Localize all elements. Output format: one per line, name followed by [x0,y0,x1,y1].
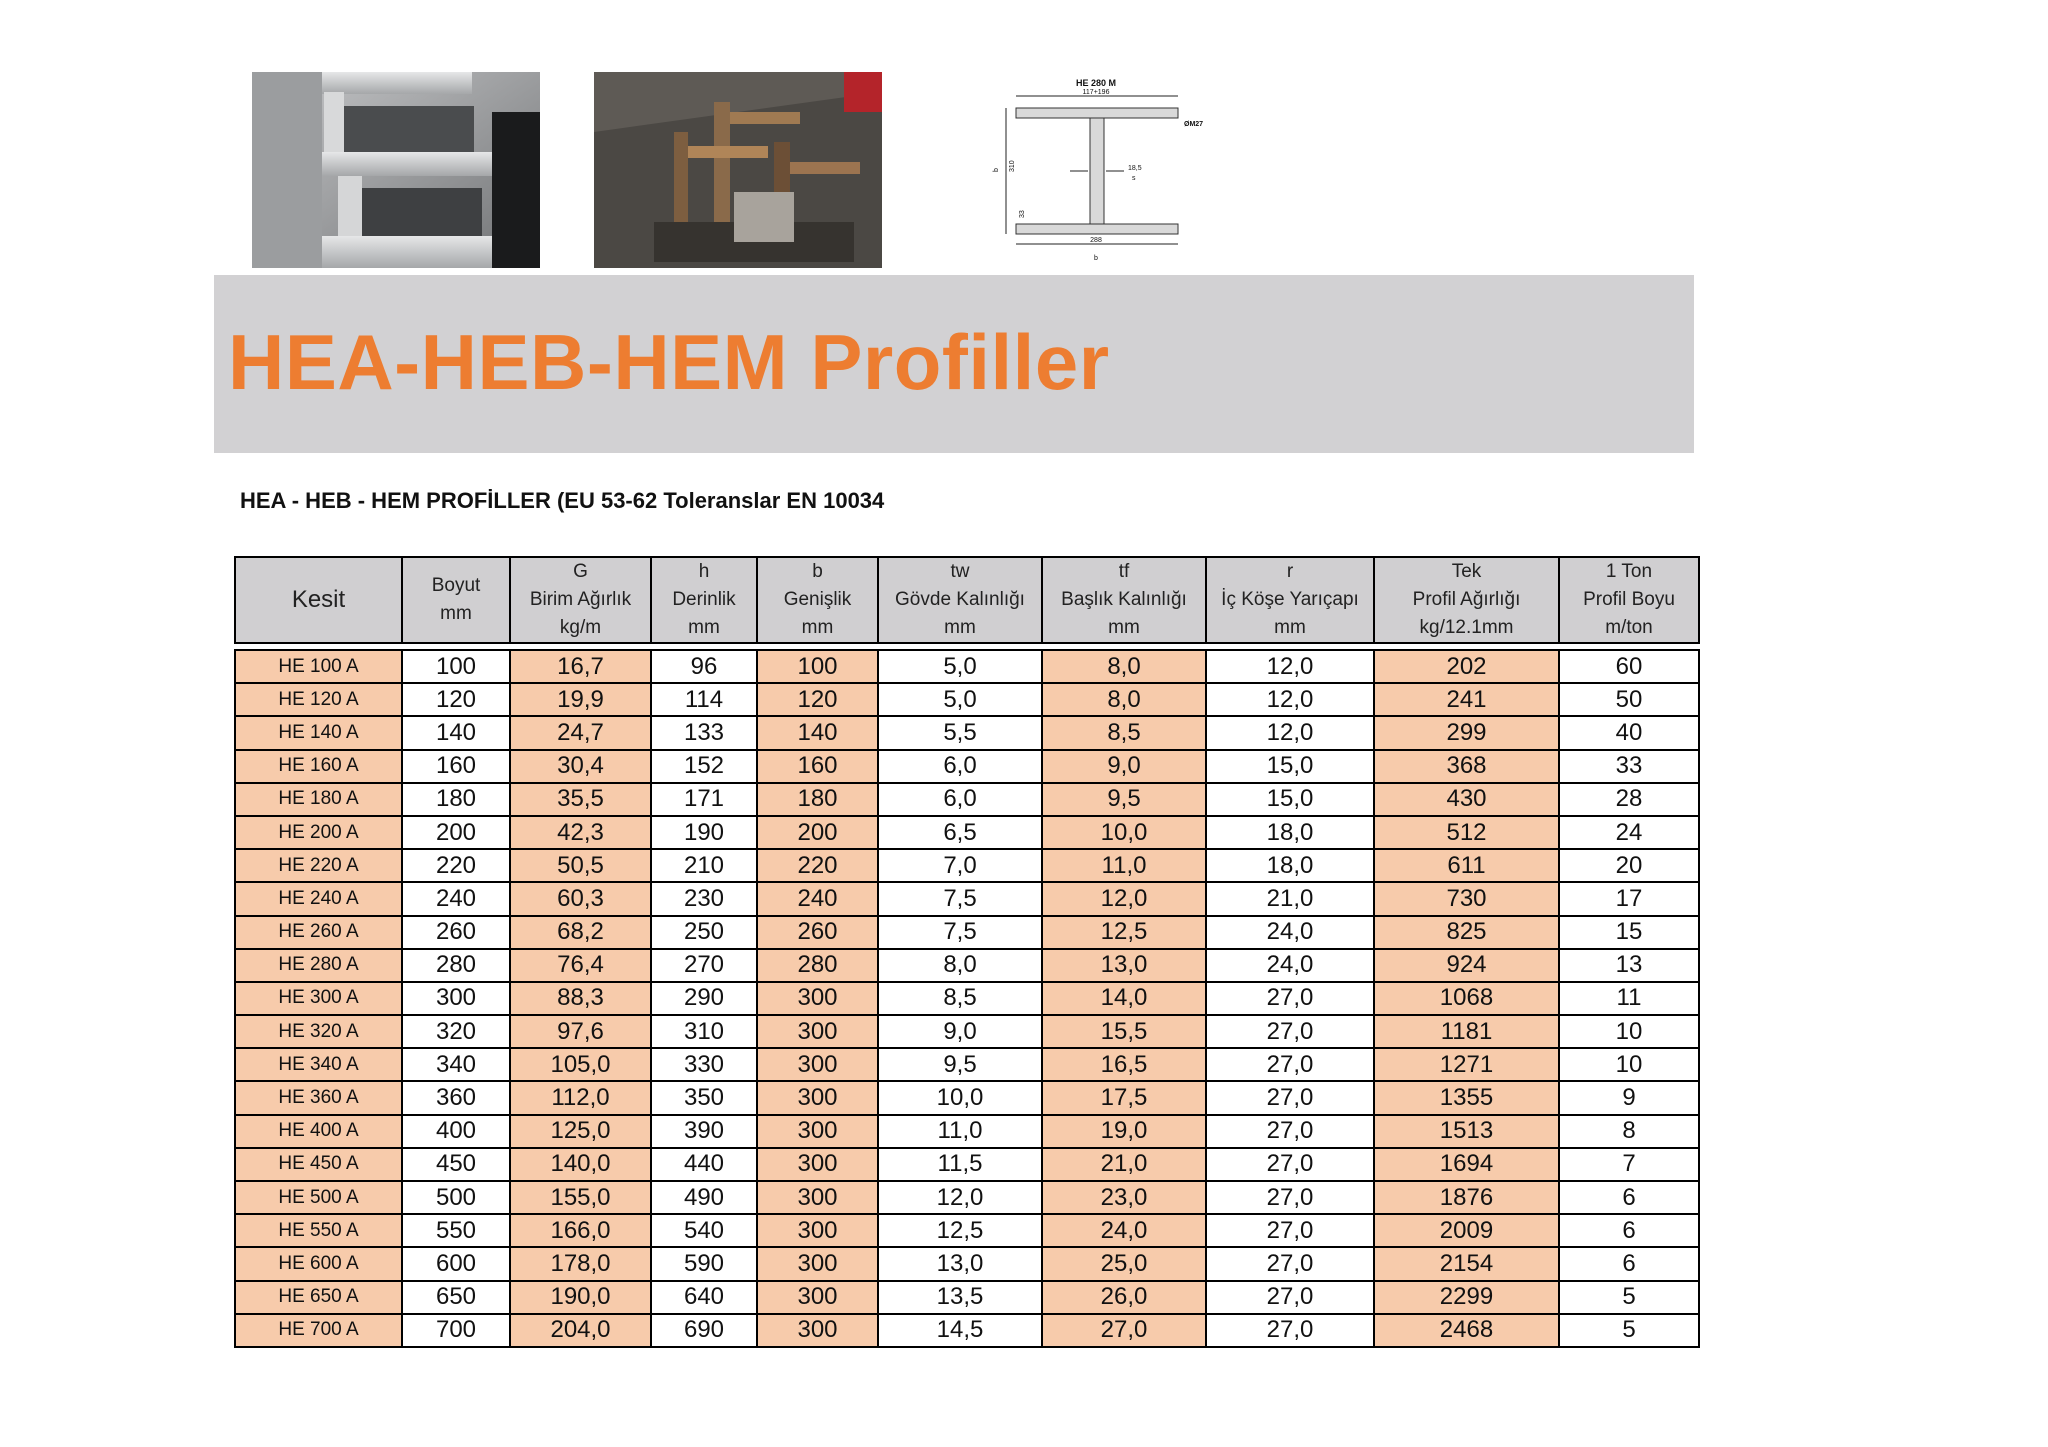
cell-kesit: HE 450 A [235,1148,402,1181]
cell-genislik: 180 [757,783,878,816]
cell-profil-boyu: 20 [1559,849,1699,882]
cell-ic-kose-yaricapi: 21,0 [1206,882,1374,915]
cell-govde-kalinligi: 8,0 [878,949,1042,982]
cell-ic-kose-yaricapi: 27,0 [1206,982,1374,1015]
header-tek-profil-agirligi-line: Tek [1451,561,1482,582]
table-row [235,1148,1699,1181]
cell-ic-kose-yaricapi: 18,0 [1206,816,1374,849]
cell-ic-kose-yaricapi: 27,0 [1206,1015,1374,1048]
cell-profil-boyu: 17 [1559,882,1699,915]
cell-ic-kose-yaricapi: 18,0 [1206,849,1374,882]
cell-baslik-kalinligi: 12,0 [1042,882,1206,915]
cell-kesit: HE 200 A [235,816,402,849]
cell-baslik-kalinligi: 9,0 [1042,750,1206,783]
cell-genislik: 300 [757,1247,878,1280]
cell-profil-boyu: 60 [1559,650,1699,683]
cell-kesit: HE 160 A [235,750,402,783]
cell-genislik: 280 [757,949,878,982]
header-genislik-line: Genişlik [783,589,852,610]
cell-birim-agirlik: 19,9 [510,683,651,716]
cell-ic-kose-yaricapi: 27,0 [1206,1214,1374,1247]
cell-ic-kose-yaricapi: 24,0 [1206,916,1374,949]
cell-derinlik: 640 [651,1281,757,1314]
diagram-b-side-label: b [993,168,1000,172]
cell-govde-kalinligi: 5,5 [878,716,1042,749]
cell-profil-boyu: 9 [1559,1081,1699,1114]
cell-profil-boyu: 6 [1559,1181,1699,1214]
table-row [235,716,1699,749]
cell-baslik-kalinligi: 23,0 [1042,1181,1206,1214]
cell-kesit: HE 650 A [235,1281,402,1314]
header-profil-boyu-line: 1 Ton [1605,561,1653,582]
cell-profil-boyu: 6 [1559,1214,1699,1247]
rusty-beams-photo [594,72,882,268]
cell-derinlik: 270 [651,949,757,982]
header-ic-kose-yaricapi-line: mm [1274,617,1306,638]
cell-baslik-kalinligi: 26,0 [1042,1281,1206,1314]
cell-derinlik: 540 [651,1214,757,1247]
cell-ic-kose-yaricapi: 27,0 [1206,1281,1374,1314]
header-baslik-kalinligi [1042,557,1206,643]
cell-govde-kalinligi: 6,0 [878,783,1042,816]
cell-boyut: 340 [402,1048,510,1081]
header-tek-profil-agirligi-line: Profil Ağırlığı [1412,589,1521,610]
cell-boyut: 120 [402,683,510,716]
cell-govde-kalinligi: 6,5 [878,816,1042,849]
cell-derinlik: 190 [651,816,757,849]
header-birim-agirlik-line: Birim Ağırlık [529,589,632,610]
cell-birim-agirlik: 155,0 [510,1181,651,1214]
cell-ic-kose-yaricapi: 24,0 [1206,949,1374,982]
cell-baslik-kalinligi: 25,0 [1042,1247,1206,1280]
header-birim-agirlik [510,557,651,643]
cell-boyut: 240 [402,882,510,915]
cell-govde-kalinligi: 9,0 [878,1015,1042,1048]
cell-derinlik: 490 [651,1181,757,1214]
cell-kesit: HE 220 A [235,849,402,882]
cell-birim-agirlik: 50,5 [510,849,651,882]
cell-baslik-kalinligi: 17,5 [1042,1081,1206,1114]
cell-kesit: HE 700 A [235,1314,402,1347]
cell-kesit: HE 360 A [235,1081,402,1114]
cell-birim-agirlik: 35,5 [510,783,651,816]
cell-baslik-kalinligi: 19,0 [1042,1115,1206,1148]
cell-govde-kalinligi: 5,0 [878,683,1042,716]
cell-profil-boyu: 40 [1559,716,1699,749]
cell-boyut: 220 [402,849,510,882]
cell-genislik: 200 [757,816,878,849]
cell-genislik: 260 [757,916,878,949]
cell-baslik-kalinligi: 12,5 [1042,916,1206,949]
cell-ic-kose-yaricapi: 27,0 [1206,1247,1374,1280]
cell-boyut: 140 [402,716,510,749]
cell-birim-agirlik: 140,0 [510,1148,651,1181]
cell-baslik-kalinligi: 14,0 [1042,982,1206,1015]
table-row [235,783,1699,816]
cell-boyut: 550 [402,1214,510,1247]
cell-genislik: 300 [757,1081,878,1114]
cell-derinlik: 590 [651,1247,757,1280]
table-row [235,683,1699,716]
cell-birim-agirlik: 68,2 [510,916,651,949]
diagram-flange-dimension: 33 [1019,210,1026,218]
table-row [235,816,1699,849]
cell-govde-kalinligi: 12,0 [878,1181,1042,1214]
table-row [235,1314,1699,1347]
cell-boyut: 280 [402,949,510,982]
cell-tek-profil-agirligi: 299 [1374,716,1559,749]
cell-tek-profil-agirligi: 2468 [1374,1314,1559,1347]
cell-baslik-kalinligi: 27,0 [1042,1314,1206,1347]
cell-govde-kalinligi: 10,0 [878,1081,1042,1114]
cell-tek-profil-agirligi: 1694 [1374,1148,1559,1181]
header-profil-boyu-line: m/ton [1605,617,1653,638]
header-govde-kalinligi [878,557,1042,643]
header-derinlik [651,557,757,643]
cell-birim-agirlik: 16,7 [510,650,651,683]
header-derinlik-line: mm [688,617,720,638]
cell-baslik-kalinligi: 15,5 [1042,1015,1206,1048]
cell-genislik: 300 [757,1181,878,1214]
diagram-top-dimension: 117+196 [1082,89,1110,96]
table-row [235,1281,1699,1314]
cell-govde-kalinligi: 6,0 [878,750,1042,783]
cell-tek-profil-agirligi: 1181 [1374,1015,1559,1048]
cell-derinlik: 690 [651,1314,757,1347]
header-genislik-line: b [812,561,823,582]
cell-derinlik: 250 [651,916,757,949]
cell-ic-kose-yaricapi: 27,0 [1206,1181,1374,1214]
cell-profil-boyu: 8 [1559,1115,1699,1148]
cell-profil-boyu: 6 [1559,1247,1699,1280]
diagram-height-dimension: 310 [1009,160,1016,172]
table-row [235,1015,1699,1048]
diagram-hole-label: ØM27 [1184,121,1204,128]
header-baslik-kalinligi-line: mm [1108,617,1140,638]
cell-kesit: HE 500 A [235,1181,402,1214]
header-boyut [402,557,510,643]
cell-birim-agirlik: 105,0 [510,1048,651,1081]
cell-baslik-kalinligi: 8,0 [1042,650,1206,683]
table-row [235,1214,1699,1247]
cell-profil-boyu: 50 [1559,683,1699,716]
diagram-title: HE 280 M [1075,78,1117,88]
cell-baslik-kalinligi: 11,0 [1042,849,1206,882]
cell-derinlik: 310 [651,1015,757,1048]
cell-genislik: 160 [757,750,878,783]
cell-baslik-kalinligi: 8,0 [1042,683,1206,716]
cell-profil-boyu: 11 [1559,982,1699,1015]
cell-tek-profil-agirligi: 1355 [1374,1081,1559,1114]
header-kesit-line: Kesit [291,586,346,613]
cell-birim-agirlik: 42,3 [510,816,651,849]
cell-kesit: HE 140 A [235,716,402,749]
header-birim-agirlik-line: G [573,561,588,582]
cell-genislik: 300 [757,1314,878,1347]
header-tek-profil-agirligi [1374,557,1559,643]
diagram-web-dimension: 18,5 [1128,165,1142,172]
header-derinlik-line: Derinlik [672,589,736,610]
cell-profil-boyu: 24 [1559,816,1699,849]
header-boyut-line: mm [440,603,472,624]
table-row [235,1081,1699,1114]
cell-derinlik: 152 [651,750,757,783]
table-row [235,1048,1699,1081]
header-genislik-line: mm [801,617,834,638]
header-kesit [235,557,402,643]
cell-tek-profil-agirligi: 202 [1374,650,1559,683]
cell-govde-kalinligi: 12,5 [878,1214,1042,1247]
cell-boyut: 600 [402,1247,510,1280]
cell-profil-boyu: 15 [1559,916,1699,949]
cell-kesit: HE 300 A [235,982,402,1015]
header-profil-boyu-line: Profil Boyu [1583,589,1675,610]
cell-ic-kose-yaricapi: 27,0 [1206,1314,1374,1347]
header-ic-kose-yaricapi-line: İç Köşe Yarıçapı [1221,589,1359,610]
header-tek-profil-agirligi-line: kg/12.1mm [1419,617,1514,638]
cell-baslik-kalinligi: 24,0 [1042,1214,1206,1247]
profile-data-table [234,649,1700,1348]
header-ic-kose-yaricapi [1206,557,1374,643]
cell-tek-profil-agirligi: 611 [1374,849,1559,882]
cell-boyut: 180 [402,783,510,816]
header-boyut-line: Boyut [431,575,481,596]
cell-birim-agirlik: 204,0 [510,1314,651,1347]
cell-derinlik: 133 [651,716,757,749]
cell-baslik-kalinligi: 9,5 [1042,783,1206,816]
cell-boyut: 400 [402,1115,510,1148]
cell-birim-agirlik: 24,7 [510,716,651,749]
cell-profil-boyu: 28 [1559,783,1699,816]
header-derinlik-line: h [698,561,710,582]
cell-kesit: HE 600 A [235,1247,402,1280]
cell-tek-profil-agirligi: 2009 [1374,1214,1559,1247]
cell-derinlik: 390 [651,1115,757,1148]
cell-kesit: HE 400 A [235,1115,402,1148]
header-baslik-kalinligi-line: tf [1118,561,1130,582]
cell-boyut: 360 [402,1081,510,1114]
cell-govde-kalinligi: 13,5 [878,1281,1042,1314]
cell-baslik-kalinligi: 13,0 [1042,949,1206,982]
cell-birim-agirlik: 97,6 [510,1015,651,1048]
cell-tek-profil-agirligi: 512 [1374,816,1559,849]
cell-derinlik: 230 [651,882,757,915]
steel-beams-photo-graphic [252,72,540,268]
cell-ic-kose-yaricapi: 12,0 [1206,650,1374,683]
table-row [235,982,1699,1015]
cell-govde-kalinligi: 13,0 [878,1247,1042,1280]
cell-genislik: 300 [757,1048,878,1081]
cell-genislik: 220 [757,849,878,882]
cell-birim-agirlik: 30,4 [510,750,651,783]
cell-govde-kalinligi: 7,5 [878,882,1042,915]
cell-genislik: 100 [757,650,878,683]
cell-tek-profil-agirligi: 1068 [1374,982,1559,1015]
cell-birim-agirlik: 60,3 [510,882,651,915]
cell-derinlik: 171 [651,783,757,816]
header-row [235,557,1699,643]
header-govde-kalinligi-line: Gövde Kalınlığı [895,589,1025,610]
table-row [235,949,1699,982]
cell-boyut: 300 [402,982,510,1015]
cell-baslik-kalinligi: 8,5 [1042,716,1206,749]
cell-derinlik: 114 [651,683,757,716]
table-caption: HEA - HEB - HEM PROFİLLER (EU 53-62 Toleranslar EN 10034 [240,488,885,513]
cell-tek-profil-agirligi: 241 [1374,683,1559,716]
page-title: HEA-HEB-HEM Profiller [228,318,1110,406]
cell-birim-agirlik: 88,3 [510,982,651,1015]
cell-genislik: 140 [757,716,878,749]
header-govde-kalinligi-line: mm [944,617,976,638]
steel-beams-photo [252,72,540,268]
cell-genislik: 300 [757,1115,878,1148]
cell-boyut: 650 [402,1281,510,1314]
cell-ic-kose-yaricapi: 15,0 [1206,783,1374,816]
cell-derinlik: 330 [651,1048,757,1081]
cell-boyut: 260 [402,916,510,949]
diagram-b-label: b [1094,255,1098,262]
cell-tek-profil-agirligi: 368 [1374,750,1559,783]
cell-boyut: 450 [402,1148,510,1181]
cell-govde-kalinligi: 8,5 [878,982,1042,1015]
cell-derinlik: 290 [651,982,757,1015]
cell-kesit: HE 280 A [235,949,402,982]
cell-birim-agirlik: 76,4 [510,949,651,982]
cell-genislik: 300 [757,1015,878,1048]
cell-genislik: 240 [757,882,878,915]
cell-derinlik: 210 [651,849,757,882]
cell-birim-agirlik: 178,0 [510,1247,651,1280]
header-baslik-kalinligi-line: Başlık Kalınlığı [1061,589,1187,610]
cell-kesit: HE 120 A [235,683,402,716]
cell-kesit: HE 320 A [235,1015,402,1048]
cell-boyut: 500 [402,1181,510,1214]
cell-kesit: HE 340 A [235,1048,402,1081]
table-row [235,1247,1699,1280]
cell-genislik: 300 [757,1214,878,1247]
cell-boyut: 100 [402,650,510,683]
cell-baslik-kalinligi: 16,5 [1042,1048,1206,1081]
table-row [235,1115,1699,1148]
cell-govde-kalinligi: 11,5 [878,1148,1042,1181]
cell-boyut: 160 [402,750,510,783]
cell-ic-kose-yaricapi: 12,0 [1206,683,1374,716]
cell-tek-profil-agirligi: 1513 [1374,1115,1559,1148]
cell-tek-profil-agirligi: 1271 [1374,1048,1559,1081]
cell-genislik: 300 [757,1281,878,1314]
cell-boyut: 700 [402,1314,510,1347]
cell-baslik-kalinligi: 21,0 [1042,1148,1206,1181]
cell-govde-kalinligi: 11,0 [878,1115,1042,1148]
header-govde-kalinligi-line: tw [950,561,970,582]
header-birim-agirlik-line: kg/m [559,617,602,638]
cell-birim-agirlik: 166,0 [510,1214,651,1247]
profile-table-header [234,556,1700,644]
cell-tek-profil-agirligi: 924 [1374,949,1559,982]
cell-ic-kose-yaricapi: 27,0 [1206,1048,1374,1081]
cell-boyut: 320 [402,1015,510,1048]
cell-tek-profil-agirligi: 730 [1374,882,1559,915]
cell-govde-kalinligi: 9,5 [878,1048,1042,1081]
cell-genislik: 300 [757,1148,878,1181]
title-banner [214,275,1694,453]
cell-ic-kose-yaricapi: 27,0 [1206,1115,1374,1148]
cell-govde-kalinligi: 14,5 [878,1314,1042,1347]
cell-tek-profil-agirligi: 2299 [1374,1281,1559,1314]
cell-ic-kose-yaricapi: 15,0 [1206,750,1374,783]
cell-birim-agirlik: 112,0 [510,1081,651,1114]
cell-derinlik: 440 [651,1148,757,1181]
cell-tek-profil-agirligi: 2154 [1374,1247,1559,1280]
cell-kesit: HE 180 A [235,783,402,816]
cell-profil-boyu: 5 [1559,1314,1699,1347]
cell-baslik-kalinligi: 10,0 [1042,816,1206,849]
cell-tek-profil-agirligi: 825 [1374,916,1559,949]
cell-boyut: 200 [402,816,510,849]
cell-profil-boyu: 33 [1559,750,1699,783]
cell-ic-kose-yaricapi: 27,0 [1206,1081,1374,1114]
cell-kesit: HE 100 A [235,650,402,683]
header-genislik [757,557,878,643]
cell-ic-kose-yaricapi: 27,0 [1206,1148,1374,1181]
cell-profil-boyu: 10 [1559,1015,1699,1048]
table-row [235,1181,1699,1214]
cell-derinlik: 96 [651,650,757,683]
cell-profil-boyu: 7 [1559,1148,1699,1181]
table-row [235,650,1699,683]
table-row [235,882,1699,915]
cell-tek-profil-agirligi: 430 [1374,783,1559,816]
cell-govde-kalinligi: 7,0 [878,849,1042,882]
cell-govde-kalinligi: 7,5 [878,916,1042,949]
diagram-s-label: s [1132,175,1136,182]
rusty-beams-photo-graphic [594,72,882,268]
cell-kesit: HE 550 A [235,1214,402,1247]
cell-kesit: HE 260 A [235,916,402,949]
cell-ic-kose-yaricapi: 12,0 [1206,716,1374,749]
cell-profil-boyu: 5 [1559,1281,1699,1314]
header-ic-kose-yaricapi-line: r [1286,561,1294,582]
cell-birim-agirlik: 190,0 [510,1281,651,1314]
cell-birim-agirlik: 125,0 [510,1115,651,1148]
cell-derinlik: 350 [651,1081,757,1114]
table-row [235,916,1699,949]
cell-profil-boyu: 13 [1559,949,1699,982]
cell-genislik: 300 [757,982,878,1015]
table-row [235,750,1699,783]
cell-tek-profil-agirligi: 1876 [1374,1181,1559,1214]
beam-cross-section-diagram [990,72,1230,272]
header-profil-boyu [1559,557,1699,643]
cell-profil-boyu: 10 [1559,1048,1699,1081]
cell-govde-kalinligi: 5,0 [878,650,1042,683]
table-row [235,849,1699,882]
cell-kesit: HE 240 A [235,882,402,915]
cell-genislik: 120 [757,683,878,716]
diagram-bottom-dimension: 288 [1090,237,1102,244]
